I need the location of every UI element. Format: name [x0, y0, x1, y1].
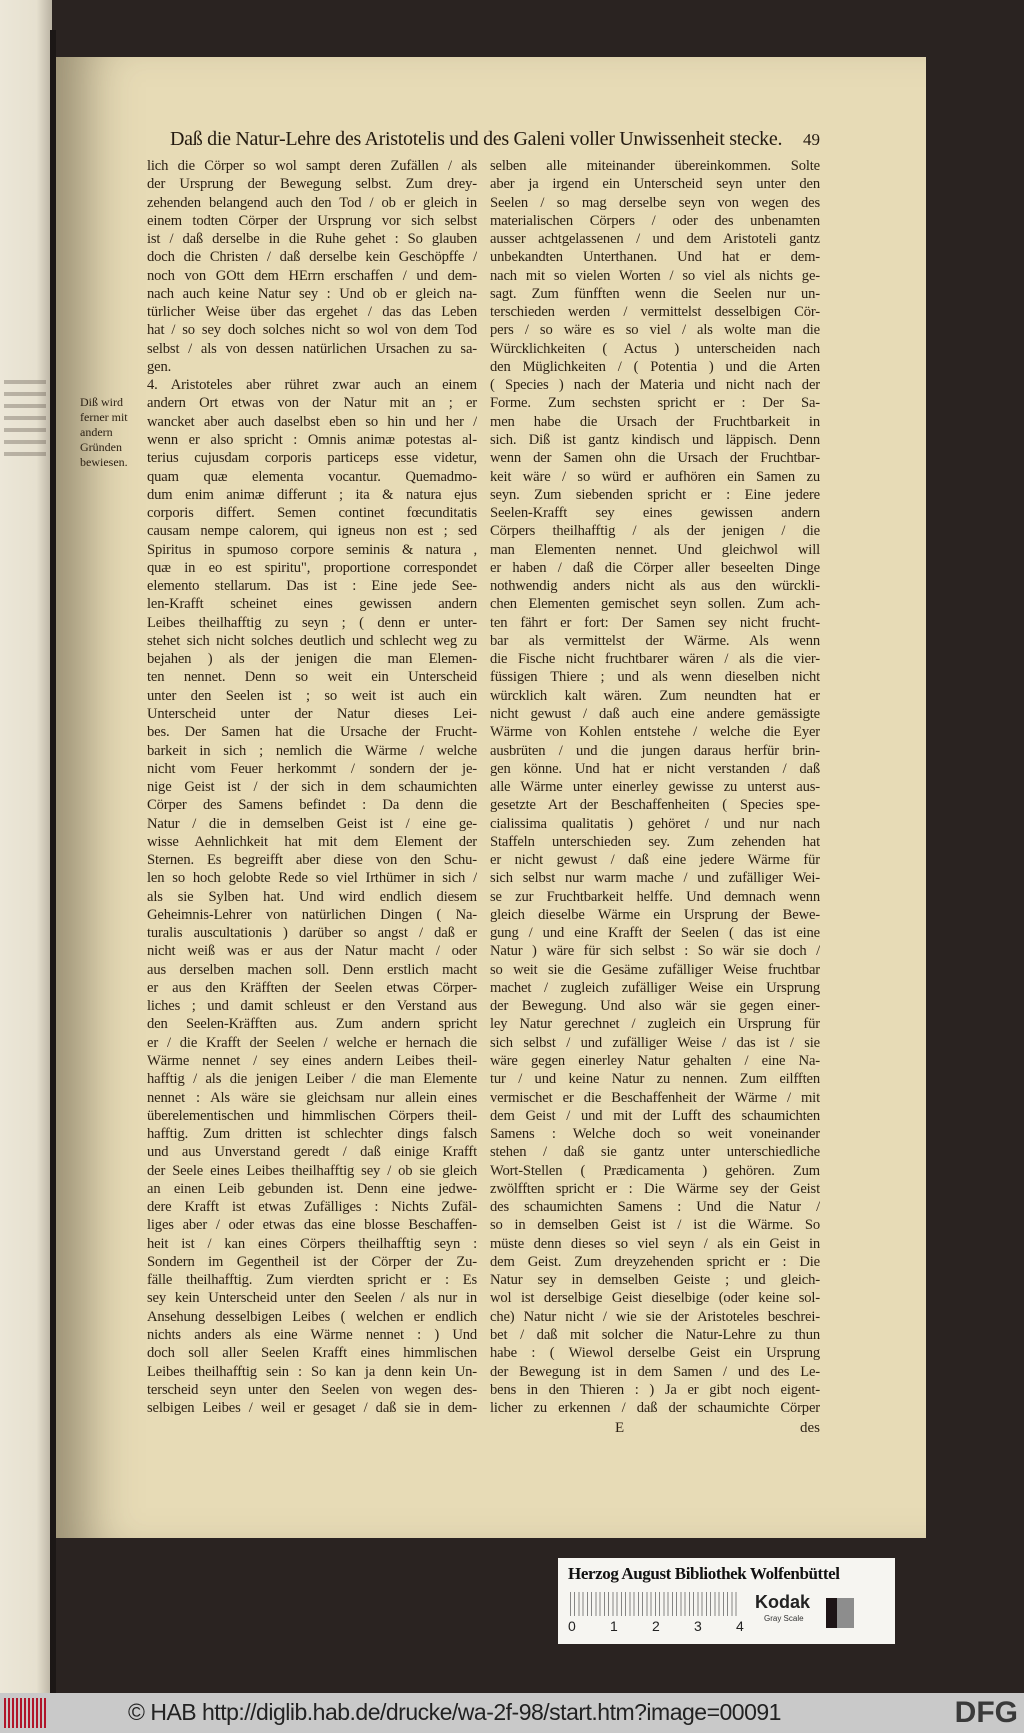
text-line: ausser achtgelassenen / und dem Aristoteli gantz [490, 231, 820, 248]
adjacent-page-edge [0, 0, 52, 1693]
text-line: als sie Sylben hat. Und wird endlich diesem [147, 888, 477, 905]
text-line: elemento stellarum. Das ist : Eine jede See- [147, 578, 477, 595]
text-line: türlicher Weise über das ergehet / das das Leben [147, 304, 477, 321]
text-line: und aus Unverstand geredt / daß einige Krafft [147, 1144, 477, 1161]
ruler-tick-label: 3 [694, 1618, 702, 1634]
text-line: habe : ( Wiewol derselbe Geist ein Ursprung [490, 1345, 820, 1362]
text-line: die Fische nicht fruchtbarer wären / als die vier- [490, 651, 820, 668]
text-line: liges aber / oder etwas das eine blosse Beschaffen- [147, 1217, 477, 1234]
text-line: der Ursprung der Bewegung selbst. Zum drey- [147, 176, 477, 193]
text-line: liches ; und damit schleust er den Verstand aus [147, 998, 477, 1015]
text-line: gung / und eine Krafft der Seelen ( das ist eine [490, 925, 820, 942]
text-line: wenn er also spricht : Omnis animæ potestas al- [147, 431, 477, 448]
text-line: nach mit so vielen Worten / so viel als nichts ge- [490, 267, 820, 284]
text-line: cialissima qualitatis ) gehöret / und nur nach [490, 815, 820, 832]
text-line: der Seele eines Leibes theilhafftig sey / ob sie gleich [147, 1162, 477, 1179]
text-line: 4. Aristoteles aber rühret zwar auch an einem [147, 377, 477, 394]
text-line: gen könne. Und hat er nicht verstanden / daß [490, 760, 820, 777]
text-line: so weit sie die Gesäme zufälliger Weise fruchtbar [490, 961, 820, 978]
text-line: Leibes theilhafftig zu seyn ; ( denn er unter- [147, 614, 477, 631]
margin-note-line: ferner mit [80, 410, 128, 424]
text-line: Samens : Welche doch so weit voneinander [490, 1126, 820, 1143]
text-line: lich die Cörper so wol sampt deren Zufällen / als [147, 158, 477, 174]
footer-bar [0, 1693, 1024, 1733]
text-line: Cörpers theilhafftig / als der jenigen / die [490, 523, 820, 540]
text-line: Sternen. Es begreifft aber diese von den Schu- [147, 852, 477, 869]
gray-scale-label: Gray Scale [764, 1614, 804, 1623]
ruler-tick-label: 2 [652, 1618, 660, 1634]
text-line: des schaumichten Samens : Und die Natur / [490, 1199, 820, 1216]
text-line: terius cujusdam corporis particeps esse videtur, [147, 450, 477, 467]
text-line: bejahen ) als der jenigen die man Elemen- [147, 651, 477, 668]
text-line: Ansehung desselbigen Leibes ( welchen er endlich [147, 1308, 477, 1325]
text-line: wisse Aehnlichkeit hat mit dem Element der [147, 833, 477, 850]
text-line: füssigen Thiere ; und als wenn dieselben nicht [490, 669, 820, 686]
text-line: doch die Christen / daß derselbe kein Geschöpffe / [147, 249, 477, 266]
text-line: sich selbst nur warm mache / und zufälliger Wei- [490, 870, 820, 887]
text-line: Natur ) wäre für sich selbst : So wär sie doch / [490, 943, 820, 960]
text-line: wancket aber auch daselbst eben so hin und her / [147, 413, 477, 430]
text-line: bes. Der Samen hat die Ursache der Frucht- [147, 724, 477, 741]
text-line: sich selbst / und zufälliger Weise / das ist / sie [490, 1034, 820, 1051]
text-line: selben alle miteinander übereinkommen. Solte [490, 158, 820, 174]
text-line: unter den Seelen ist ; so weit ist auch ein [147, 687, 477, 704]
text-line: Seelen-Krafft sey eines gewissen andern [490, 505, 820, 522]
text-line: dem Geist. Zum dreyzehenden spricht er : Die [490, 1253, 820, 1270]
text-line: zwölfften spricht er : Die Wärme sey der Geist [490, 1180, 820, 1197]
text-line: bet / daß mit solcher die Natur-Lehre zu thun [490, 1327, 820, 1343]
text-line: nichts anders als eine Wärme nennet : ) Und [147, 1327, 477, 1343]
text-line: Wärme nennet / sey eines andern Leibes theil- [147, 1053, 477, 1070]
text-line: wol ist derselbige Geist dieselbige (oder keine sol- [490, 1290, 820, 1307]
text-line: überelementischen und himmlischen Cörpers theil- [147, 1107, 477, 1124]
text-line: barkeit in sich ; nemlich die Wärme / welche [147, 742, 477, 759]
text-line: zehenden belangend auch den Tod / ob er gleich in [147, 194, 477, 211]
text-line: alle Wärme unter einerley gewisse zu unterst aus- [490, 779, 820, 796]
text-line: würcklich kalt wären. Zum neundten hat er [490, 687, 820, 704]
running-header [170, 128, 820, 154]
ruler-scale [570, 1592, 740, 1616]
text-line: den Müglichkeiten / ( Potentia ) und die Arten [490, 358, 820, 375]
text-line: che) Natur nicht / wie sie der Aristoteles beschrei- [490, 1308, 820, 1325]
text-line: Spiritus in spumoso corpore seminis & natura , [147, 541, 477, 558]
text-line: aus derselben machen soll. Denn erstlich macht [147, 961, 477, 978]
text-line: nicht vom Feuer herkommt / sondern der je- [147, 760, 477, 777]
text-line: se zur Fruchtbarkeit helffe. Und demnach wenn [490, 888, 820, 905]
text-line: man Elementen nennet. Und gleichwol will [490, 541, 820, 558]
text-line: selbigen Leibes / weil er gesaget / daß sie in dem- [147, 1400, 477, 1417]
text-line: dum enim animæ differunt ; ita & natura ejus [147, 486, 477, 503]
text-line: der Bewegung ist in dem Samen / und des Le- [490, 1363, 820, 1380]
text-line: pers / so wäre es so viel / als wolte man die [490, 322, 820, 339]
text-line: sich. Diß ist gantz kindisch und läppisch. Denn [490, 431, 820, 448]
text-line: materialischen Cörpers / oder des unbenamten [490, 212, 820, 229]
text-line: Unterscheid unter der Natur dieses Lei- [147, 705, 477, 722]
margin-note [80, 395, 146, 470]
text-line: Geheimnis-Lehrer von natürlichen Dingen ( Na- [147, 906, 477, 923]
text-line: unbekandten Unterthanen. Und hat er dem- [490, 249, 820, 266]
text-line: einem todten Cörper der Ursprung vor sich selbst [147, 212, 477, 229]
color-reference-card [558, 1558, 895, 1644]
text-line: Wärme von Kohlen entstehe / welche die Eyer [490, 724, 820, 741]
text-line: machet / zugleich zufälliger Weise ein Ursprung [490, 979, 820, 996]
text-line: nach auch keine Natur sey : Und ob er gleich na- [147, 285, 477, 302]
text-line: len so hoch gelobte Rede so viel Irthümer in sich / [147, 870, 477, 887]
text-line: dere Krafft ist etwas Zufälliges : Nichts Zufäl- [147, 1199, 477, 1216]
text-line: ( Species ) nach der Materia und nicht nach der [490, 377, 820, 394]
page-number: 49 [803, 130, 820, 149]
text-line: noch von GOtt dem HErrn erschaffen / und dem- [147, 267, 477, 284]
text-line: corporis differt. Semen continet fœcunditatis [147, 505, 477, 522]
text-line: ausbrüten / und die jungen daraus herfür brin- [490, 742, 820, 759]
text-line: tur / und keine Natur zu nennen. Zum eilfften [490, 1071, 820, 1088]
library-name: Herzog August Bibliothek Wolfenbüttel [568, 1564, 840, 1583]
text-line: hafftig. Zum dritten ist schlechter dings falsch [147, 1126, 477, 1143]
text-line: dem Geist / und mit der Lufft des schaumichten [490, 1107, 820, 1124]
text-line: sagt. Zum fünfften wenn die Seelen nur un- [490, 285, 820, 302]
text-line: fälle theilhafftig. Zum vierdten spricht er : Es [147, 1272, 477, 1289]
right-text-column [490, 157, 820, 1417]
text-line: gen. [147, 358, 172, 375]
text-line: vermischet er die Beschaffenheit der Wärme / mit [490, 1089, 820, 1106]
text-line: doch soll aller Seelen Krafft eines himmlischen [147, 1345, 477, 1362]
text-line: gesetzte Art der Beschaffenheiten ( Species spe- [490, 797, 820, 814]
gray-scale-patch [826, 1598, 854, 1628]
kodak-logo: Kodak [755, 1592, 811, 1612]
text-line: turalis auscultationis ) darüber so angst / daß er [147, 925, 477, 942]
text-line: quæ in eo est spiritu", proportione correspondet [147, 559, 477, 576]
text-line: terschieden werden / vermittelst desselbigen Cör- [490, 304, 820, 321]
text-line: seyn. Zum siebenden spricht er : Eine jedere [490, 486, 820, 503]
text-line: müste denn dieses so viel seyn / als ein Geist in [490, 1235, 820, 1252]
text-line: Forme. Zum sechsten spricht er : Der Sa- [490, 395, 820, 412]
text-line: den Seelen-Kräfften aus. Zum andern spricht [147, 1016, 477, 1033]
text-line: nicht gewust / daß auch eine andere gemässigte [490, 705, 820, 722]
text-line: nothwendig anders nicht als aus den würckli- [490, 578, 820, 595]
ruler-tick-label: 0 [568, 1618, 576, 1634]
text-line: len-Krafft scheinet eines gewissen andern [147, 596, 477, 613]
text-line: Cörper des Samens befindet : Da denn die [147, 797, 477, 814]
margin-note-line: Gründen [80, 440, 122, 454]
text-line: keit wäre / so würd er aufhören ein Samen zu [490, 468, 820, 485]
text-line: nicht weiß was er aus der Natur macht / oder [147, 943, 477, 960]
text-line: ist / daß derselbe in die Ruhe gehet : So glauben [147, 231, 477, 248]
text-line: bens in den Thieren : ) Ja er gibt noch eigent- [490, 1381, 820, 1398]
text-line: er / die Krafft der Seelen / welche er hernach die [147, 1034, 477, 1051]
text-line: licher zu erkennen / daß der schaumichte Cörper [490, 1400, 820, 1417]
text-line: Leibes theilhafftig sein : So kan ja denn kein Un- [147, 1363, 477, 1380]
text-line: hat / so sey doch solches nicht so wol von dem Tod [147, 322, 477, 339]
text-line: Seelen / so mag derselbe seyn von wegen des [490, 194, 820, 211]
text-line: stehen / daß sie gantz unter unterschiedliche [490, 1144, 820, 1161]
text-line: aber ja irgend ein Unterscheid seyn unter den [490, 176, 820, 193]
text-line: causam nempe calorem, qui igneus non est ; sed [147, 523, 477, 540]
text-line: an einen Leib gebunden ist. Denn eine jedwe- [147, 1180, 477, 1197]
text-line: heit ist / kan eines Cörpers theilhafftig seyn : [147, 1235, 477, 1252]
text-line: Natur / die in demselben Geist ist / eine ge- [147, 815, 477, 832]
text-line: er aus den Kräfften der Seelen etwas Cörper- [147, 979, 477, 996]
margin-note-line: bewiesen. [80, 455, 128, 469]
margin-note-line: Diß wird [80, 395, 123, 409]
text-line: Staffeln unterschieden sey. Zum zehenden hat [490, 833, 820, 850]
text-line: terscheid seyn unter den Seelen von wegen des- [147, 1381, 477, 1398]
margin-note-line: andern [80, 425, 113, 439]
text-line: quam quæ elementa vocantur. Quemadmo- [147, 468, 477, 485]
text-line: so in demselben Geist ist / ist die Wärme. So [490, 1217, 820, 1234]
text-line: bar als vermittelst der Wärme. Als wenn [490, 632, 820, 649]
ruler-tick-label: 1 [610, 1618, 618, 1634]
text-line: nennet : Als wäre sie gleichsam nur allein eines [147, 1089, 477, 1106]
dfg-logo: DFG [954, 1696, 1018, 1729]
text-line: Wort-Stellen ( Prædicamenta ) gehören. Zum [490, 1162, 820, 1179]
text-line: chen Elementen gemischet seyn sollen. Zum ach- [490, 596, 820, 613]
adjacent-page-text-fragment [4, 380, 46, 460]
text-line: gleich dieselbe Wärme ein Ursprung der Bewe- [490, 906, 820, 923]
signature-mark: E [615, 1420, 625, 1436]
text-line: men habe die Ursach der Fruchtbarkeit in [490, 413, 820, 430]
running-title: Daß die Natur-Lehre des Aristotelis und des Galeni voller Unwissenheit stecke. [170, 128, 783, 150]
text-line: sey kein Unterscheid unter den Seelen / als nur in [147, 1290, 477, 1307]
catchword: des [800, 1420, 820, 1436]
text-line: Würcklichkeiten ( Actus ) unterscheiden nach [490, 340, 820, 357]
text-line: hafftig / als die jenigen Leiber / die man Elemente [147, 1071, 477, 1088]
text-line: ten fährt er fort: Der Samen sey nicht frucht- [490, 614, 820, 631]
text-line: Natur sey in demselben Geiste ; und gleich- [490, 1272, 820, 1289]
hab-logo-icon [4, 1698, 46, 1728]
text-line: wäre gegen einerley Natur gehalten / eine Na- [490, 1053, 820, 1070]
ruler-tick-label: 4 [736, 1618, 744, 1634]
text-line: er haben / daß die Cörper aller beseelten Dinge [490, 559, 820, 576]
text-line: andern Ort etwas von der Natur mit an ; er [147, 395, 477, 412]
text-line: selbst / als von dessen natürlichen Ursachen zu sa- [147, 340, 477, 357]
text-line: stehet sich nicht solches deutlich und schlecht weg zu [147, 632, 477, 649]
left-text-column [147, 157, 477, 1417]
text-line: nige Geist ist / der sich in dem schaumichten [147, 779, 477, 796]
page-foot [490, 1420, 820, 1440]
copyright-link[interactable]: © HAB http://diglib.hab.de/drucke/wa-2f-98/start.htm?image=00091 [128, 1699, 781, 1725]
text-line: ten nennet. Denn so weit ein Unterscheid [147, 669, 477, 686]
text-line: er nicht gewust / daß eine jedere Wärme für [490, 852, 820, 869]
text-line: wenn der Samen ohn die Ursach der Fruchtbar- [490, 450, 820, 467]
text-line: der Bewegung. Und also wär sie gegen einer- [490, 998, 820, 1015]
text-line: ley Natur gerechnet / zugleich ein Ursprung für [490, 1016, 820, 1033]
text-line: Sondern im Gegentheil ist der Cörper der Zu- [147, 1253, 477, 1270]
